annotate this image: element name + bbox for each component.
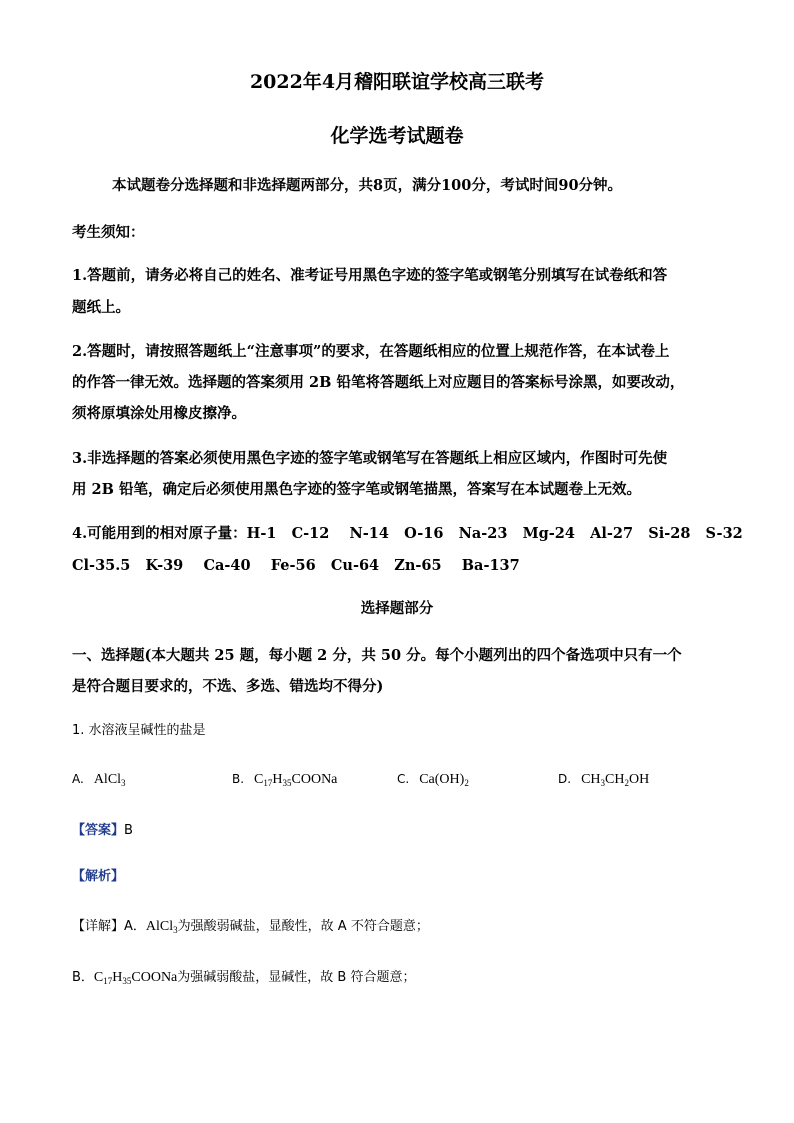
answer-value: B [124, 823, 133, 838]
option-c-formula: $Ca(OH)_2$ [419, 772, 469, 788]
detail-a-prefix: A． [124, 919, 146, 934]
intro-text: 本试题卷分选择题和非选择题两部分，共8页，满分100分，考试时间90分钟。 [112, 177, 623, 194]
option-a-formula: AlCl$_3$ [93, 772, 126, 788]
exam-subtitle: 化学选考试题卷 [330, 125, 464, 147]
detail-a-row [72, 915, 429, 940]
detail-b-formula: $C_{17}H_{35}COONa$ [93, 970, 178, 986]
exam-title: 2022年4月稽阳联谊学校高三联考 [249, 71, 545, 93]
notice-heading: 考生须知： [72, 224, 145, 241]
option-b-formula: $C_{17}H_{35}COONa$ [254, 772, 338, 788]
analysis-row [72, 865, 124, 887]
option-b-letter: B. [232, 772, 245, 786]
notice-item-2-line-1: 2.答题时，请按照答题纸上“注意事项”的要求，在答题纸相应的位置上规范作答，在本试卷上 [72, 343, 670, 360]
detail-b-row [72, 966, 415, 991]
option-d [558, 769, 649, 793]
option-d-formula: $CH_3CH_2OH$ [581, 772, 650, 788]
notice-item-4-line-2: Cl-35.5 K-39 Ca-40 Fe-56 Cu-64 Zn-65 Ba-137 [72, 557, 520, 574]
answer-row [72, 819, 133, 841]
notice-item-2-line-2: 的作答一律无效。选择题的答案须用 2B 铅笔将答题纸上对应题目的答案标号涂黑，如要改动， [72, 374, 685, 391]
section-heading-line-2: 是符合题目要求的，不选、多选、错选均不得分) [72, 678, 384, 695]
option-c [397, 769, 469, 793]
question-1-stem: 1. 水溶液呈碱性的盐是 [72, 723, 206, 738]
detail-a-formula: AlCl$_3$ [145, 919, 178, 935]
detail-b-prefix: B． [72, 970, 94, 985]
option-a [72, 769, 126, 793]
notice-item-1-line-2: 题纸上。 [72, 299, 130, 316]
notice-item-1-line-1: 1.答题前，请务必将自己的姓名、准考证号用黑色字迹的签字笔或钢笔分别填写在试卷纸和答 [72, 267, 668, 284]
notice-item-2-line-3: 须将原填涂处用橡皮擦净。 [72, 405, 246, 422]
option-b [232, 769, 337, 793]
notice-item-3-line-2: 用 2B 铅笔，确定后必须使用黑色字迹的签字笔或钢笔描黑，答案写在本试题卷上无效。 [72, 481, 641, 498]
option-a-letter: A. [72, 772, 84, 786]
section-title: 选择题部分 [360, 600, 434, 617]
option-c-letter: C. [397, 772, 410, 786]
detail-tag: 【详解】 [72, 919, 125, 934]
detail-a-text: 为强酸弱碱盐，显酸性，故 A 不符合题意； [177, 919, 429, 934]
notice-item-4-line-1: 4.可能用到的相对原子量：H-1 C-12 N-14 O-16 Na-23 Mg-24 Al-27 Si-28 S-32 [72, 525, 743, 542]
notice-item-3-line-1: 3.非选择题的答案必须使用黑色字迹的签字笔或钢笔写在答题纸上相应区域内，作图时可先使 [72, 450, 668, 467]
analysis-tag: 【解析】 [72, 869, 125, 884]
section-heading-line-1: 一、选择题(本大题共 25 题，每小题 2 分，共 50 分。每个小题列出的四个备选项中只有一个 [72, 647, 682, 664]
option-d-letter: D. [558, 772, 572, 786]
detail-b-text: 为强碱弱酸盐，显碱性，故 B 符合题意； [177, 970, 416, 985]
answer-tag: 【答案】 [72, 823, 125, 838]
